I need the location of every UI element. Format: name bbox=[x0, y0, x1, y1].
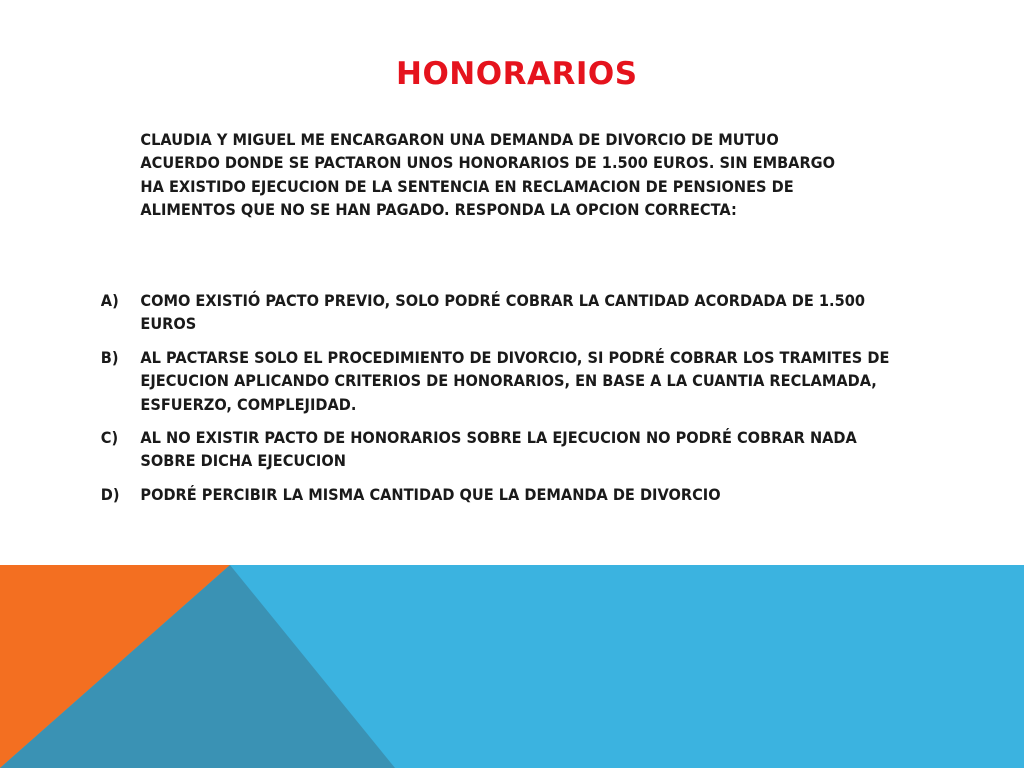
slide-title: HONORARIOS bbox=[396, 56, 638, 92]
option-text: PODRÉ PERCIBIR LA MISMA CANTIDAD QUE LA DEMANDA DE DIVORCIO bbox=[140, 484, 721, 504]
option-b bbox=[101, 346, 893, 416]
option-letter: D) bbox=[100, 484, 120, 504]
option-c bbox=[101, 426, 893, 473]
answer-options bbox=[101, 289, 893, 516]
option-d bbox=[101, 483, 893, 506]
option-letter: C) bbox=[100, 428, 119, 448]
option-text: COMO EXISTIÓ PACTO PREVIO, SOLO PODRÉ COBRAR LA CANTIDAD ACORDADA DE 1.500 EUROS bbox=[140, 291, 865, 334]
option-text: AL PACTARSE SOLO EL PROCEDIMIENTO DE DIVORCIO, SI PODRÉ COBRAR LOS TRAMITES DE EJECUCION APLICANDO CRITERIOS DE HONORARIOS, EN BASE A LA CUANTIA RECLAMADA, ESFUERZO, COMPLEJIDAD. bbox=[140, 347, 890, 414]
decorative-band bbox=[0, 565, 1024, 768]
option-letter: B) bbox=[100, 347, 119, 367]
question-text: CLAUDIA Y MIGUEL ME ENCARGARON UNA DEMANDA DE DIVORCIO DE MUTUO ACUERDO DONDE SE PACTARON UNOS HONORARIOS DE 1.500 EUROS. SIN EMBARGO HA EXISTIDO EJECUCION DE LA SENTENCIA EN RECLAMACION DE PENSIONES DE ALIMENTOS QUE NO SE HAN PAGADO. RESPONDA LA OPCION CORRECTA: bbox=[140, 130, 836, 220]
option-text: AL NO EXISTIR PACTO DE HONORARIOS SOBRE LA EJECUCION NO PODRÉ COBRAR NADA SOBRE DICHA EJECUCION bbox=[140, 428, 857, 471]
option-letter: A) bbox=[100, 291, 119, 310]
option-a bbox=[101, 289, 893, 336]
